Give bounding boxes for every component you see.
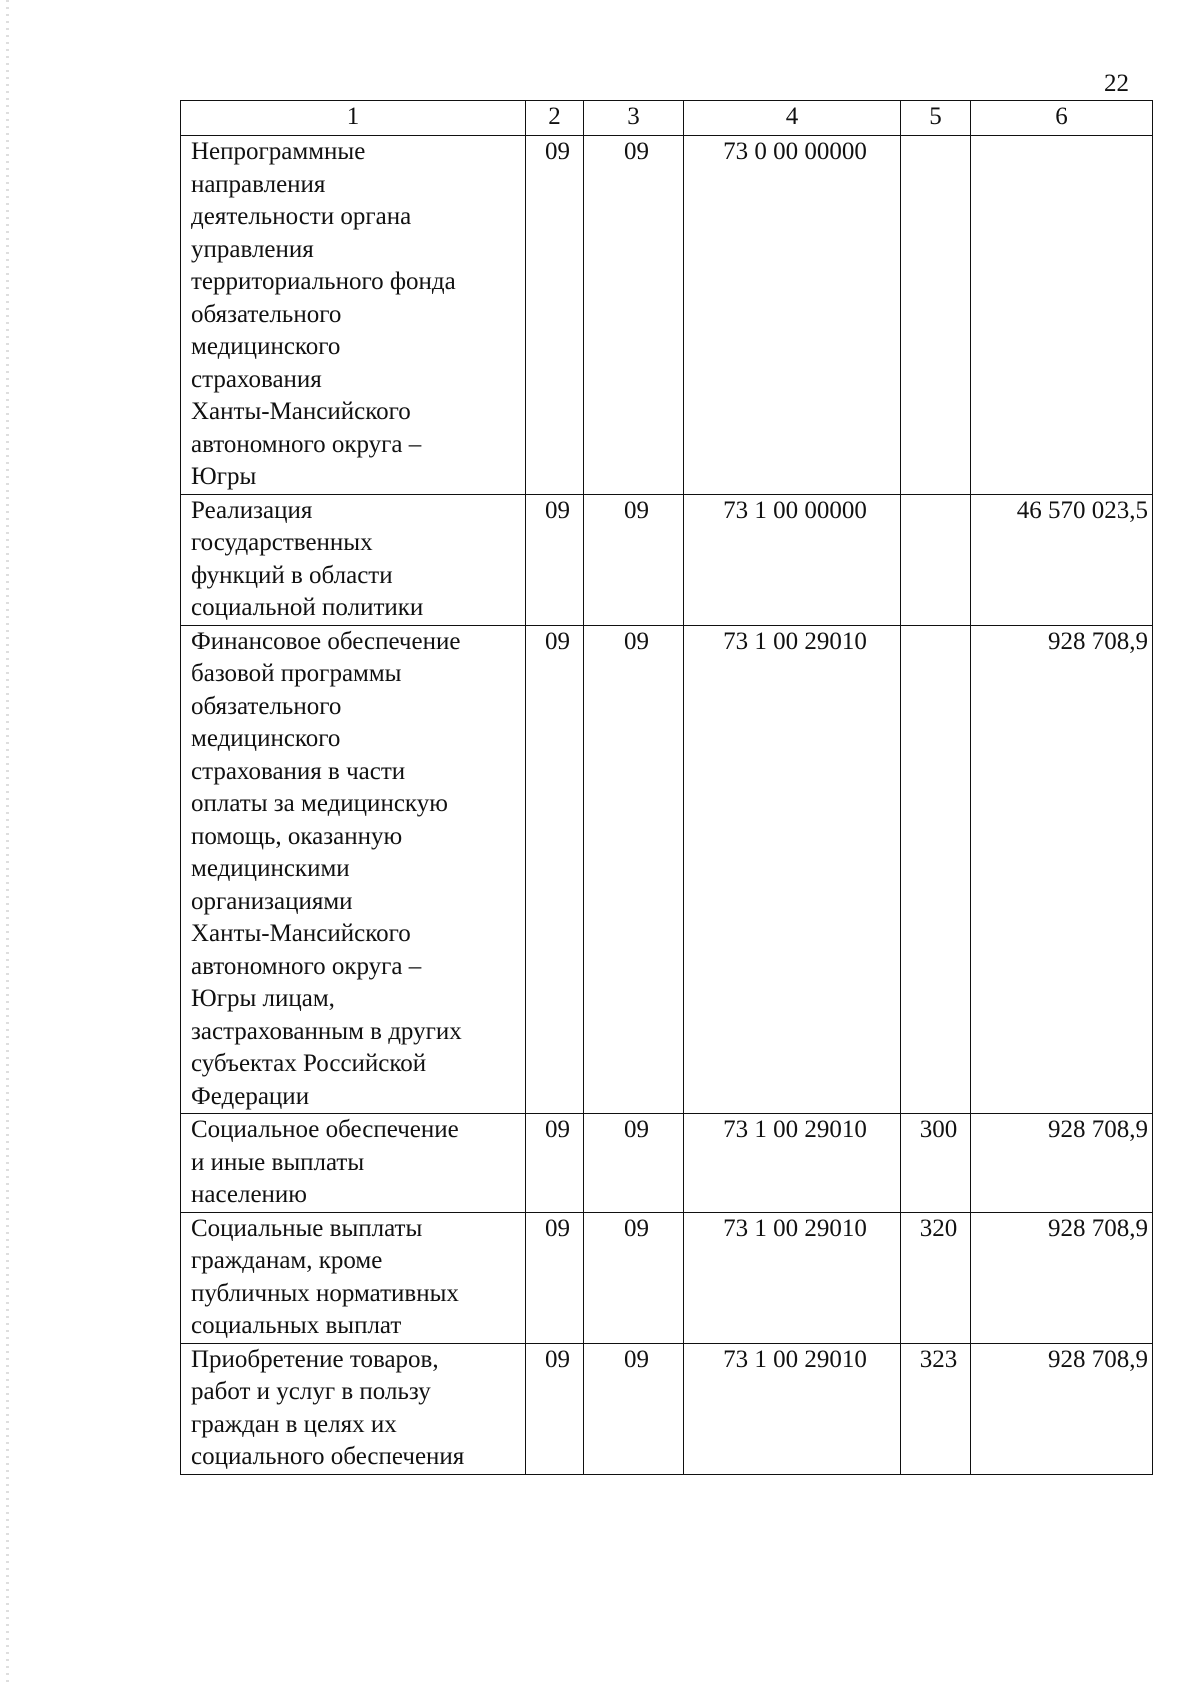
row-name-line: страхования в части	[191, 757, 406, 785]
header-cell-2: 2	[526, 101, 584, 136]
subsection-code-cell: 09	[584, 625, 684, 1114]
section-code-cell: 09	[526, 625, 584, 1114]
row-name-line: Приобретение товаров,	[191, 1345, 439, 1373]
row-name-line: деятельности органа	[191, 203, 412, 230]
target-article-cell: 73 0 00 00000	[684, 136, 901, 495]
table-body	[181, 136, 1153, 1475]
scan-edge-artifact	[6, 0, 9, 1683]
row-name-line: субъектах Российской	[191, 1050, 427, 1077]
row-name-cell	[181, 1343, 526, 1474]
row-name-line: населению	[191, 1181, 307, 1208]
subsection-code-cell: 09	[584, 494, 684, 625]
row-name-line: управления	[191, 235, 314, 263]
header-cell-1: 1	[181, 101, 526, 136]
row-name-line: Социальные выплаты	[191, 1214, 423, 1242]
row-name-line: медицинского	[191, 333, 341, 360]
amount-cell: 928 708,9	[971, 1343, 1153, 1474]
subsection-code-cell: 09	[584, 1212, 684, 1343]
row-name-line: организациями	[191, 887, 353, 915]
row-name-line: функций в области	[191, 561, 393, 589]
row-name-line: социальных выплат	[191, 1312, 402, 1339]
row-name-line: страхования	[191, 365, 322, 393]
table-row	[181, 1343, 1153, 1474]
row-name-line: медицинского	[191, 725, 341, 752]
amount-cell	[971, 136, 1153, 495]
section-code-cell: 09	[526, 1343, 584, 1474]
expense-type-cell	[901, 625, 971, 1114]
row-name-line: Югры	[191, 463, 257, 490]
row-name-line: обязательного	[191, 300, 342, 328]
row-name-line: Социальное обеспечение	[191, 1116, 459, 1143]
row-name-line: направления	[191, 170, 326, 198]
row-name-line: Непрограммные	[191, 138, 366, 165]
row-name-line: Федерации	[191, 1082, 310, 1110]
header-cell-6: 6	[971, 101, 1153, 136]
row-name-line: базовой программы	[191, 660, 402, 687]
expense-type-cell	[901, 136, 971, 495]
row-name-line: оплаты за медицинскую	[191, 790, 448, 817]
section-code-cell: 09	[526, 1114, 584, 1213]
row-name-line: Югры лицам,	[191, 985, 335, 1012]
row-name-line: граждан в целях их	[191, 1410, 397, 1438]
amount-cell: 928 708,9	[971, 1114, 1153, 1213]
header-cell-4: 4	[684, 101, 901, 136]
section-code-cell: 09	[526, 136, 584, 495]
target-article-cell: 73 1 00 29010	[684, 1212, 901, 1343]
row-name-cell	[181, 494, 526, 625]
section-code-cell: 09	[526, 494, 584, 625]
row-name-line: Ханты-Мансийского	[191, 398, 411, 425]
header-row	[181, 101, 1153, 136]
row-name-line: медицинскими	[191, 855, 350, 882]
row-name-line: социальной политики	[191, 594, 424, 621]
subsection-code-cell: 09	[584, 1114, 684, 1213]
row-name-line: и иные выплаты	[191, 1148, 365, 1176]
header-cell-5: 5	[901, 101, 971, 136]
subsection-code-cell: 09	[584, 1343, 684, 1474]
row-name-line: Реализация	[191, 496, 313, 524]
row-name-line: публичных нормативных	[191, 1279, 459, 1307]
row-name-line: автономного округа –	[191, 430, 422, 458]
table-row	[181, 1212, 1153, 1343]
target-article-cell: 73 1 00 00000	[684, 494, 901, 625]
row-name-line: гражданам, кроме	[191, 1247, 383, 1274]
amount-cell: 46 570 023,5	[971, 494, 1153, 625]
row-name-line: обязательного	[191, 692, 342, 720]
header-cell-3: 3	[584, 101, 684, 136]
table-row	[181, 1114, 1153, 1213]
subsection-code-cell: 09	[584, 136, 684, 495]
row-name-cell	[181, 136, 526, 495]
expense-type-cell: 320	[901, 1212, 971, 1343]
expense-type-cell	[901, 494, 971, 625]
table-row	[181, 494, 1153, 625]
row-name-line: помощь, оказанную	[191, 822, 403, 850]
row-name-line: государственных	[191, 529, 373, 556]
row-name-line: территориального фонда	[191, 268, 456, 295]
row-name-line: Финансовое обеспечение	[191, 627, 461, 655]
target-article-cell: 73 1 00 29010	[684, 1114, 901, 1213]
row-name-line: социального обеспечения	[191, 1443, 465, 1470]
budget-table	[180, 100, 1153, 1475]
row-name-cell	[181, 1114, 526, 1213]
row-name-line: Ханты-Мансийского	[191, 920, 411, 947]
section-code-cell: 09	[526, 1212, 584, 1343]
target-article-cell: 73 1 00 29010	[684, 625, 901, 1114]
row-name-line: работ и услуг в пользу	[191, 1378, 431, 1405]
table-row	[181, 136, 1153, 495]
page-number: 22	[1104, 70, 1129, 97]
target-article-cell: 73 1 00 29010	[684, 1343, 901, 1474]
expense-type-cell: 300	[901, 1114, 971, 1213]
amount-cell: 928 708,9	[971, 625, 1153, 1114]
table-row	[181, 625, 1153, 1114]
expense-type-cell: 323	[901, 1343, 971, 1474]
amount-cell: 928 708,9	[971, 1212, 1153, 1343]
row-name-cell	[181, 1212, 526, 1343]
row-name-line: автономного округа –	[191, 952, 422, 980]
row-name-line: застрахованным в других	[191, 1017, 462, 1045]
row-name-cell	[181, 625, 526, 1114]
